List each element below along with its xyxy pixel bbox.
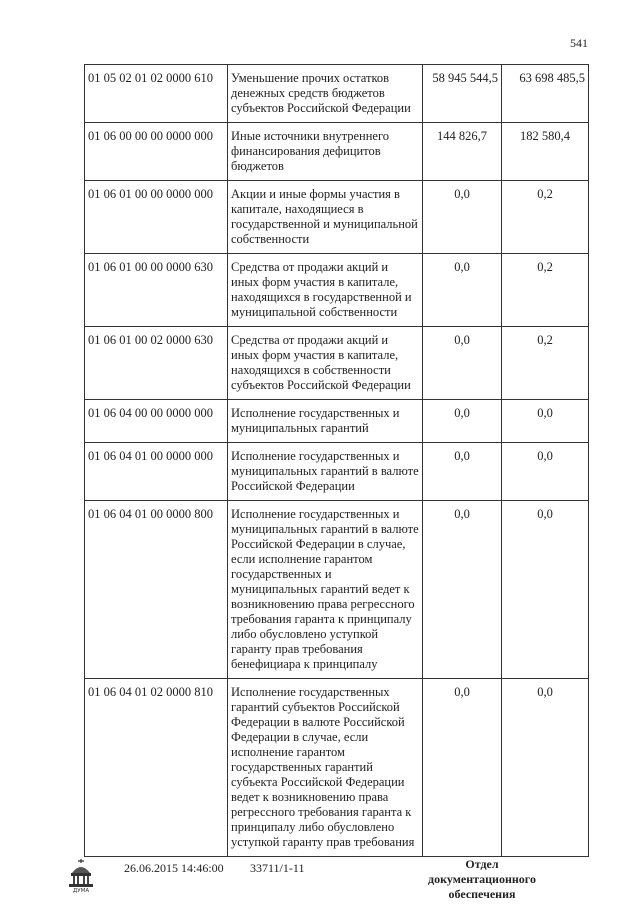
row-value-2: 0,2 <box>502 254 589 327</box>
budget-sources-table <box>84 64 589 857</box>
row-name: Исполнение государственных гарантий субъектов Российской Федерации в валюте Российской Федерации в случае, если исполнение гарантом государственных гарантий субъекта Российской Федерации ведет к возникновению права регрессного требования гаранта к принципалу либо обусловлено уступкой гаранту прав требования <box>228 679 423 857</box>
row-value-2: 0,0 <box>502 443 589 501</box>
row-code: 01 06 04 01 02 0000 810 <box>85 679 228 857</box>
table-row <box>85 327 589 400</box>
row-name: Исполнение государственных и муниципальных гарантий в валюте Российской Федерации <box>228 443 423 501</box>
footer-datetime: 26.06.2015 14:46:00 <box>124 861 224 875</box>
row-code: 01 06 04 00 00 0000 000 <box>85 400 228 443</box>
table-row <box>85 679 589 857</box>
table-row <box>85 181 589 254</box>
row-name: Уменьшение прочих остатков денежных средств бюджетов субъектов Российской Федерации <box>228 65 423 123</box>
row-name: Исполнение государственных и муниципальных гарантий в валюте Российской Федерации в случае, если исполнение гарантом государственных и муниципальных гарантий ведет к возникновению права регрессного требования гаранта к принципалу либо обусловлено уступкой гаранту прав требования бенефициара к принципалу <box>228 501 423 679</box>
row-name: Иные источники внутреннего финансирования дефицитов бюджетов <box>228 123 423 181</box>
row-name: Акции и иные формы участия в капитале, находящиеся в государственной и муниципальной собственности <box>228 181 423 254</box>
row-name: Исполнение государственных и муниципальных гарантий <box>228 400 423 443</box>
page-footer <box>0 845 640 905</box>
page-number: 541 <box>570 36 588 50</box>
row-value-1: 58 945 544,5 <box>423 65 502 123</box>
row-value-1: 0,0 <box>423 181 502 254</box>
row-name: Средства от продажи акций и иных форм участия в капитале, находящихся в государственной и муниципальной собственности <box>228 254 423 327</box>
row-value-1: 0,0 <box>423 501 502 679</box>
table-row <box>85 65 589 123</box>
table-row <box>85 123 589 181</box>
emblem-text: ДУМА <box>72 888 90 893</box>
row-value-1: 0,0 <box>423 679 502 857</box>
row-code: 01 06 01 00 02 0000 630 <box>85 327 228 400</box>
row-code: 01 06 00 00 00 0000 000 <box>85 123 228 181</box>
row-value-2: 0,2 <box>502 327 589 400</box>
row-name: Средства от продажи акций и иных форм участия в капитале, находящихся в собственности субъектов Российской Федерации <box>228 327 423 400</box>
row-code: 01 06 04 01 00 0000 000 <box>85 443 228 501</box>
row-value-2: 63 698 485,5 <box>502 65 589 123</box>
duma-emblem-icon <box>66 857 96 893</box>
row-value-1: 0,0 <box>423 327 502 400</box>
footer-department: Отдел документационного обеспечения <box>428 857 536 901</box>
row-value-1: 0,0 <box>423 400 502 443</box>
table-row <box>85 501 589 679</box>
row-code: 01 06 01 00 00 0000 630 <box>85 254 228 327</box>
table-row <box>85 400 589 443</box>
table-row <box>85 443 589 501</box>
row-value-2: 0,2 <box>502 181 589 254</box>
footer-doc-number: 33711/1-11 <box>250 861 305 875</box>
row-value-1: 0,0 <box>423 443 502 501</box>
row-value-2: 0,0 <box>502 400 589 443</box>
row-value-2: 0,0 <box>502 501 589 679</box>
row-value-2: 182 580,4 <box>502 123 589 181</box>
table-row <box>85 254 589 327</box>
row-code: 01 05 02 01 02 0000 610 <box>85 65 228 123</box>
row-value-1: 144 826,7 <box>423 123 502 181</box>
row-code: 01 06 01 00 00 0000 000 <box>85 181 228 254</box>
row-value-2: 0,0 <box>502 679 589 857</box>
row-value-1: 0,0 <box>423 254 502 327</box>
row-code: 01 06 04 01 00 0000 800 <box>85 501 228 679</box>
